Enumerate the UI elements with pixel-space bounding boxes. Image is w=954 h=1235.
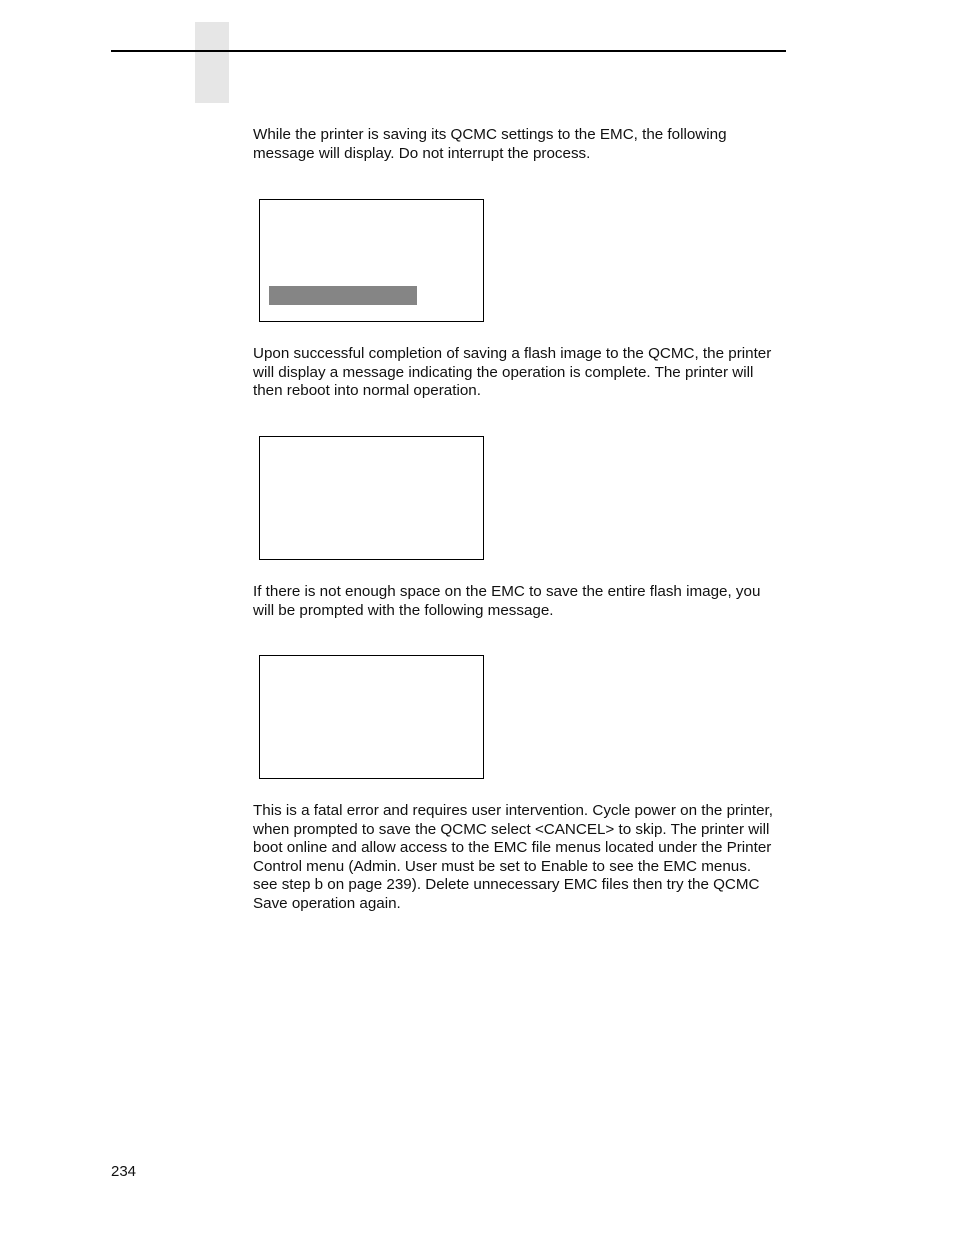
paragraph-line: Control menu (Admin. User must be set to Enable to see the EMC menus. <box>253 857 752 875</box>
paragraph-line: Upon successful completion of saving a flash image to the QCMC, the printer <box>253 345 772 362</box>
saving-intro-paragraph <box>253 126 793 163</box>
insufficient-space-paragraph <box>253 583 793 620</box>
chapter-tab <box>195 22 229 103</box>
saving-display-panel <box>259 199 484 322</box>
insufficient-space-display-panel <box>259 655 484 779</box>
saving-progress-fill <box>269 286 417 305</box>
paragraph-line: then reboot into normal operation. <box>253 382 481 400</box>
completion-paragraph <box>253 345 793 401</box>
paragraph-line: will display a message indicating the operation is complete. The printer will <box>253 363 754 381</box>
paragraph-line: boot online and allow access to the EMC file menus located under the Printer <box>253 839 772 857</box>
paragraph-line: While the printer is saving its QCMC settings to the EMC, the following <box>253 126 727 143</box>
paragraph-line: message will display. Do not interrupt the process. <box>253 144 591 162</box>
complete-display-panel <box>259 436 484 560</box>
paragraph-line: when prompted to save the QCMC select <CANCEL> to skip. The printer will <box>253 820 770 838</box>
fatal-error-paragraph <box>253 802 793 914</box>
paragraph-line: see step b on page 239). Delete unnecessary EMC files then try the QCMC <box>253 876 760 894</box>
header-rule <box>111 50 786 52</box>
paragraph-line: This is a fatal error and requires user intervention. Cycle power on the printer, <box>253 802 774 819</box>
paragraph-line: Save operation again. <box>253 894 401 912</box>
paragraph-line: will be prompted with the following message. <box>253 601 554 619</box>
paragraph-line: If there is not enough space on the EMC to save the entire flash image, you <box>253 583 761 600</box>
saving-progress-bar <box>269 286 417 305</box>
page-number: 234 <box>111 1163 137 1180</box>
